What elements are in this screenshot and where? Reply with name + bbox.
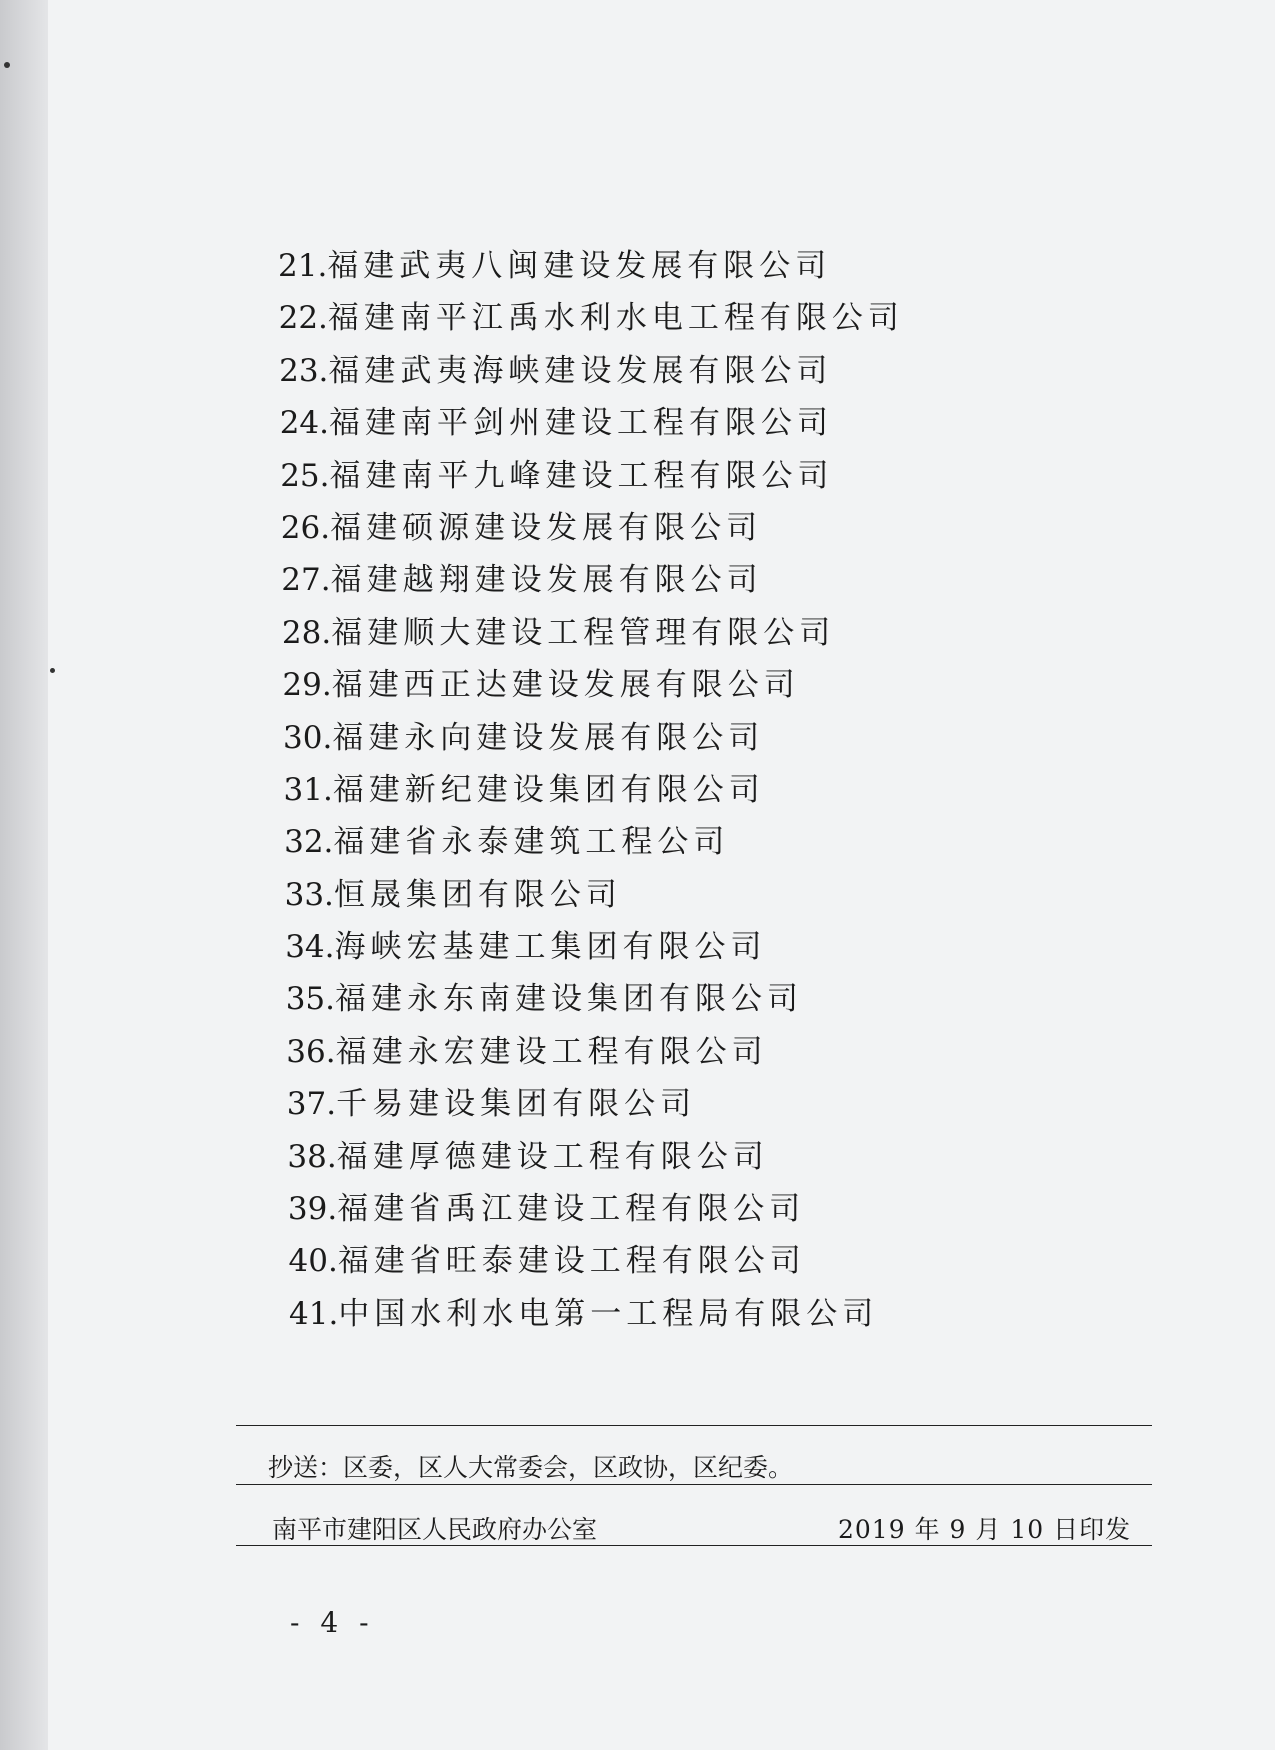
company-name: 千易建设集团有限公司 [336, 1086, 697, 1123]
company-list-item [284, 764, 904, 816]
company-number: 36. [286, 1033, 336, 1070]
footer-rule-bottom [236, 1545, 1152, 1546]
company-name: 海峡宏基建工集团有限公司 [334, 929, 767, 966]
company-number: 23. [279, 352, 329, 389]
company-list-item [289, 1235, 904, 1287]
company-name: 福建南平剑州建设工程有限公司 [329, 405, 833, 442]
company-number: 35. [285, 981, 335, 1018]
company-number: 33. [284, 876, 334, 913]
issue-date: 2019 年 9 月 10 日印发 [838, 1515, 1132, 1544]
company-list-item [285, 921, 904, 973]
company-list-item [286, 1026, 904, 1078]
company-number: 21. [278, 248, 328, 284]
company-name: 福建武夷海峡建设发展有限公司 [328, 352, 833, 389]
company-number: 29. [282, 667, 332, 704]
company-number: 24. [279, 405, 329, 442]
company-number: 40. [288, 1243, 338, 1280]
company-name: 福建省旺泰建设工程有限公司 [337, 1243, 806, 1280]
company-list-item [280, 450, 904, 502]
company-name: 福建武夷八闽建设发展有限公司 [327, 248, 832, 284]
company-list-item [281, 554, 904, 606]
company-name: 福建永东南建设集团有限公司 [335, 981, 803, 1018]
company-name: 福建永宏建设工程有限公司 [335, 1033, 768, 1070]
scan-speck [50, 668, 55, 673]
company-name: 福建永向建设发展有限公司 [332, 719, 765, 756]
company-number: 39. [287, 1191, 338, 1228]
company-list-item [284, 816, 904, 868]
company-name: 福建新纪建设集团有限公司 [332, 771, 765, 808]
company-number: 37. [286, 1086, 337, 1123]
company-number: 38. [287, 1138, 337, 1175]
company-list-item [282, 659, 904, 711]
company-number: 28. [281, 614, 332, 651]
footer-rule-top [236, 1425, 1152, 1426]
company-number: 32. [284, 824, 334, 861]
company-list-item [282, 607, 904, 659]
company-name: 福建省永泰建筑工程公司 [333, 824, 730, 861]
company-number: 22. [278, 300, 328, 337]
company-name: 中国水利水电第一工程局有限公司 [338, 1295, 879, 1332]
company-number: 26. [280, 509, 331, 546]
company-name: 福建厚德建设工程有限公司 [336, 1138, 769, 1175]
company-name: 福建省禹江建设工程有限公司 [337, 1191, 806, 1228]
company-list-item [287, 1131, 904, 1183]
scan-edge [0, 0, 48, 1750]
company-list-item [289, 1288, 904, 1340]
company-list-item [288, 1183, 904, 1235]
issuing-office: 南平市建阳区人民政府办公室 [272, 1515, 598, 1544]
company-list-item [287, 1078, 904, 1130]
scan-speck [4, 62, 10, 68]
company-list-item [279, 345, 904, 397]
company-name: 福建越翔建设发展有限公司 [330, 562, 763, 599]
company-list-item [278, 240, 904, 292]
company-list-item [286, 973, 904, 1025]
company-name: 福建西正达建设发展有限公司 [331, 667, 800, 704]
footer-rule-middle [236, 1484, 1152, 1485]
company-name: 福建顺大建设工程管理有限公司 [331, 614, 836, 651]
company-number: 34. [285, 929, 335, 966]
company-list [278, 240, 904, 1340]
company-number: 41. [289, 1295, 339, 1332]
company-number: 25. [280, 457, 330, 494]
company-number: 31. [283, 771, 333, 808]
company-list-item [285, 869, 904, 921]
company-list-item [281, 502, 904, 554]
company-name: 恒晟集团有限公司 [333, 876, 622, 913]
company-name: 福建南平江禹水利水电工程有限公司 [327, 300, 904, 337]
company-list-item [280, 397, 904, 449]
company-name: 福建南平九峰建设工程有限公司 [329, 457, 834, 494]
company-number: 27. [281, 562, 331, 599]
company-list-item [279, 292, 904, 344]
page-number: - 4 - [290, 1606, 375, 1639]
cc-line: 抄送：区委，区人大常委会，区政协，区纪委。 [268, 1453, 794, 1482]
company-list-item [283, 712, 904, 764]
company-name: 福建硕源建设发展有限公司 [330, 509, 763, 546]
company-number: 30. [283, 719, 333, 756]
